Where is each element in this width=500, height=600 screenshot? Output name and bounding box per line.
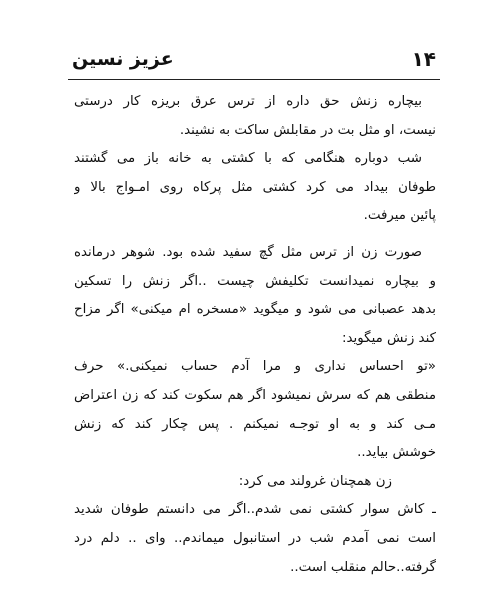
text-line: منطقی هم که سرش نمیشود اگر هم سکوت کند که زن اعتراض <box>74 387 436 403</box>
text-line: بیچاره زنش حق داره از ترس عرق بریزه کار درستی <box>74 94 422 109</box>
page-header <box>72 44 436 74</box>
author-title: عزیز نسین <box>72 48 174 70</box>
text-line: «تو احساس نداری و مرا آدم حساب نمیکنی.» حرف <box>74 359 436 375</box>
header-divider <box>68 79 440 80</box>
text-line: شب دوباره هنگامی که با کشتی به خانه باز می گشتند <box>74 151 422 167</box>
text-line: کند زنش میگوید: <box>341 330 436 346</box>
text-line: ـ کاش سوار کشتی نمی شدم..اگر می دانستم طوفان شدید <box>74 502 436 518</box>
text-line: است نمی آمدم شب در استانبول میماندم.. وای .. دلم درد <box>74 530 436 546</box>
body-text <box>74 88 436 582</box>
text-line: صورت زن از ترس مثل گچ سفید شده بود. شوهر درمانده <box>74 244 422 260</box>
text-line: بدهد عصبانی می شود و میگوید «مسخره ام میکنی» اگر مزاح <box>74 302 436 318</box>
text-line: مـی کند و به او توجـه نمیکنم . پس چکار کند که زنش <box>74 416 436 432</box>
page-number: ۱۴ <box>411 47 436 71</box>
text-line: نیست، او مثل بت در مقابلش ساکت به نشیند. <box>179 122 436 138</box>
text-line: گرفته..حالم منقلب است.. <box>290 559 436 575</box>
text-line: طوفان بیداد می کرد کشتی مثل پرکاه روی امـواج بالا و <box>74 179 436 195</box>
text-line: و بیچاره نمیدانست تکلیفش چیست ..اگر زنش را تسکین <box>74 273 436 289</box>
text-line: پائین میرفت. <box>363 208 436 224</box>
text-line: خوشش بیاید.. <box>357 445 436 461</box>
text-line: زن همچنان غرولند می کرد: <box>238 473 392 489</box>
